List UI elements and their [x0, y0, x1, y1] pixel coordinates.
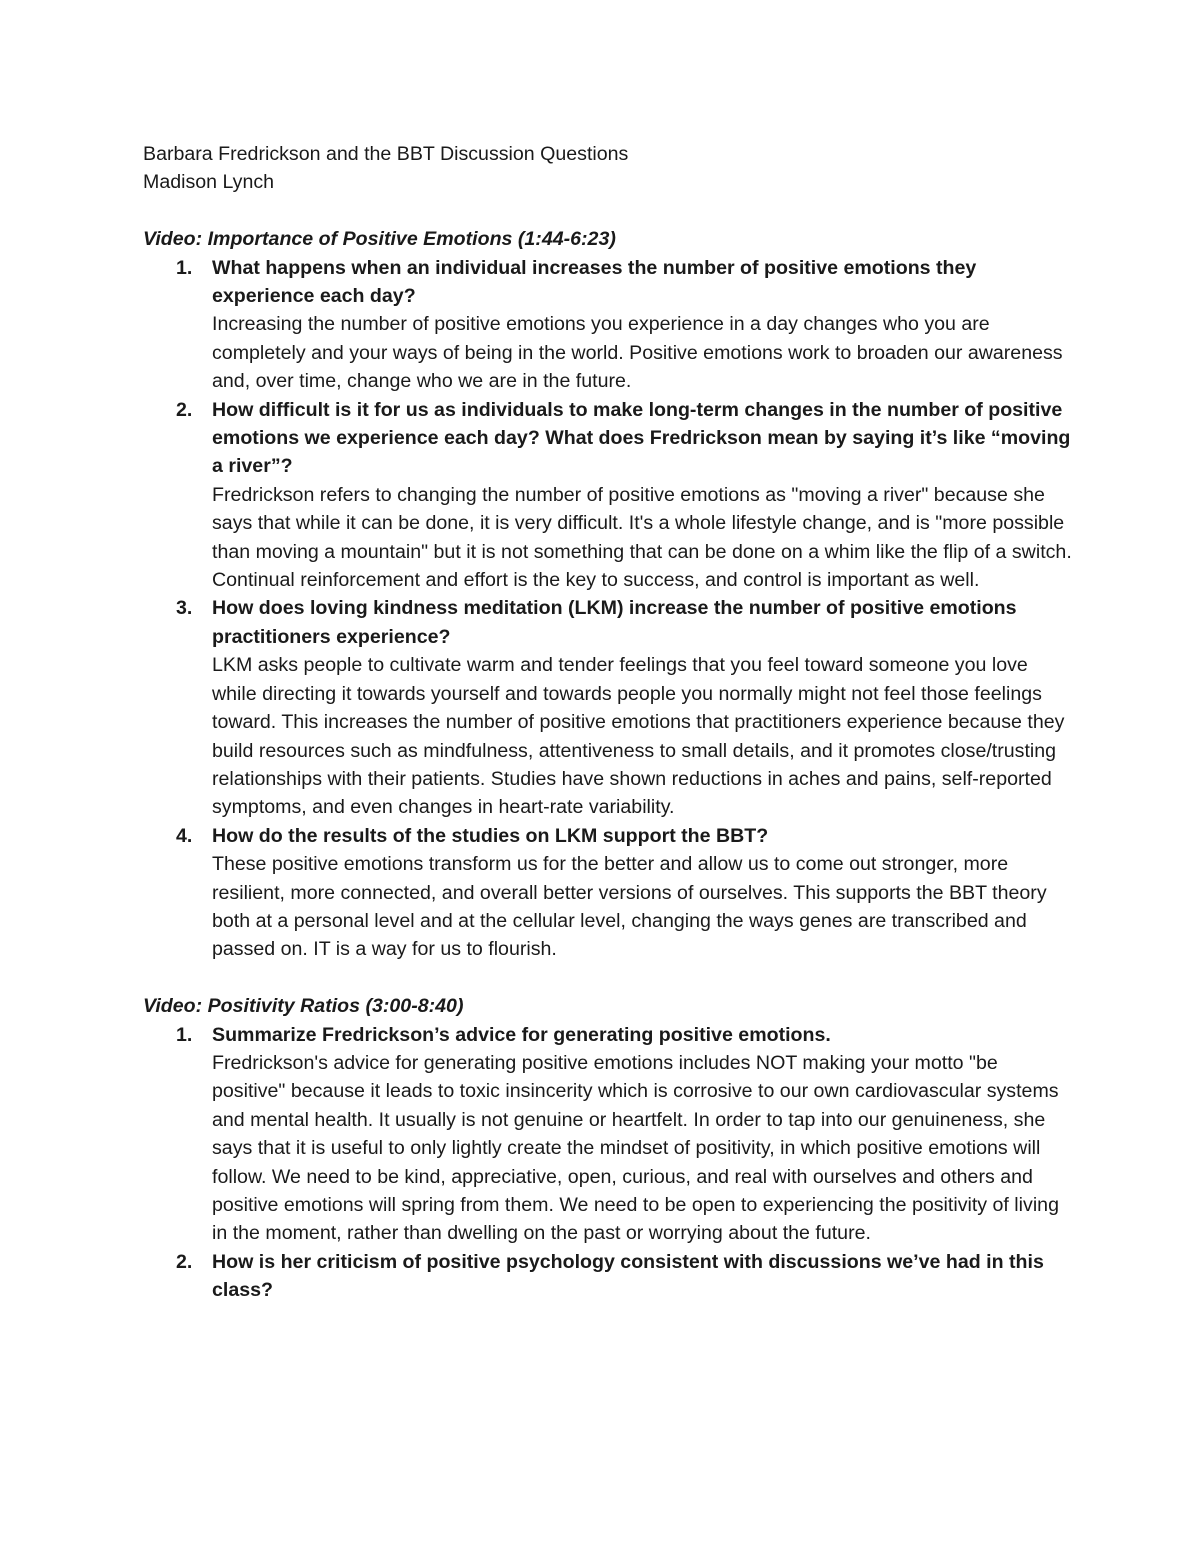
answer-text: LKM asks people to cultivate warm and tender feelings that you feel toward someone you love while directing it towards yourself and towards people you normally might not feel those feelings toward. This increases the number of positive emotions that practitioners experience because they build resources such as mindfulness, attentiveness to small details, and it promotes close/trusting relationships with their patients. Studies have shown reductions in aches and pains, self-reported symptoms, and even changes in heart-rate variability.	[212, 654, 1065, 819]
answer-text: Fredrickson's advice for generating positive emotions includes NOT making your motto "be positive" because it leads to toxic insincerity which is corrosive to our own cardiovascular systems and mental health. It usually is not genuine or heartfelt. In order to tap into our genuineness, she says that it is useful to only lightly create the mindset of positivity, in which positive emotions will follow. We need to be kind, appreciative, open, curious, and real with ourselves and others and positive emotions will spring from them. We need to be open to experiencing the positivity of living in the moment, rather than dwelling on the past or worrying about the future.	[212, 1051, 1059, 1245]
question-item	[143, 396, 1073, 595]
question-item	[143, 254, 1073, 396]
question-number: 1.	[176, 256, 193, 279]
author-name: Madison Lynch	[143, 171, 275, 194]
question-text: What happens when an individual increases the number of positive emotions they experience each day?	[212, 256, 977, 308]
answer-text: Increasing the number of positive emotions you experience in a day changes who you are completely and your ways of being in the world. Positive emotions work to broaden our awareness and, over time, change who we are in the future.	[212, 313, 1063, 393]
spacer	[143, 964, 1073, 992]
spacer	[143, 197, 1073, 225]
question-list	[143, 254, 1073, 964]
question-text: How difficult is it for us as individuals to make long-term changes in the number of positive emotions we experience each day? What does Fredrickson mean by saying it’s like “moving a river”?	[212, 398, 1071, 478]
question-item	[143, 1021, 1073, 1248]
question-number: 2.	[176, 1250, 193, 1273]
question-text: How does loving kindness meditation (LKM) increase the number of positive emotions practitioners experience?	[212, 597, 1017, 648]
question-number: 1.	[176, 1023, 193, 1046]
question-list	[143, 1021, 1073, 1305]
section-heading: Video: Positivity Ratios (3:00-8:40)	[143, 995, 464, 1018]
section-heading: Video: Importance of Positive Emotions (1:44-6:23)	[143, 228, 616, 251]
question-text: Summarize Fredrickson’s advice for generating positive emotions.	[212, 1023, 831, 1046]
question-number: 2.	[176, 398, 193, 421]
question-number: 4.	[176, 824, 193, 847]
answer-text: These positive emotions transform us for the better and allow us to come out stronger, more resilient, more connected, and overall better versions of ourselves. This supports the BBT theory both at a personal level and at the cellular level, changing the ways genes are transcribed and passed on. IT is a way for us to flourish.	[212, 853, 1047, 961]
question-item	[143, 1248, 1073, 1305]
document-body	[143, 140, 1073, 1305]
document-title: Barbara Fredrickson and the BBT Discussion Questions	[143, 143, 629, 165]
question-number: 3.	[176, 597, 193, 620]
question-text: How do the results of the studies on LKM support the BBT?	[212, 824, 769, 847]
question-item	[143, 822, 1073, 964]
answer-text: Fredrickson refers to changing the number of positive emotions as "moving a river" because she says that while it can be done, it is very difficult. It's a whole lifestyle change, and is "more possible than moving a mountain" but it is not something that can be done on a whim like the flip of a switch. Continual reinforcement and effort is the key to success, and control is important as well.	[212, 483, 1072, 592]
question-text: How is her criticism of positive psychology consistent with discussions we’ve had in this class?	[212, 1250, 1044, 1302]
question-item	[143, 594, 1073, 821]
